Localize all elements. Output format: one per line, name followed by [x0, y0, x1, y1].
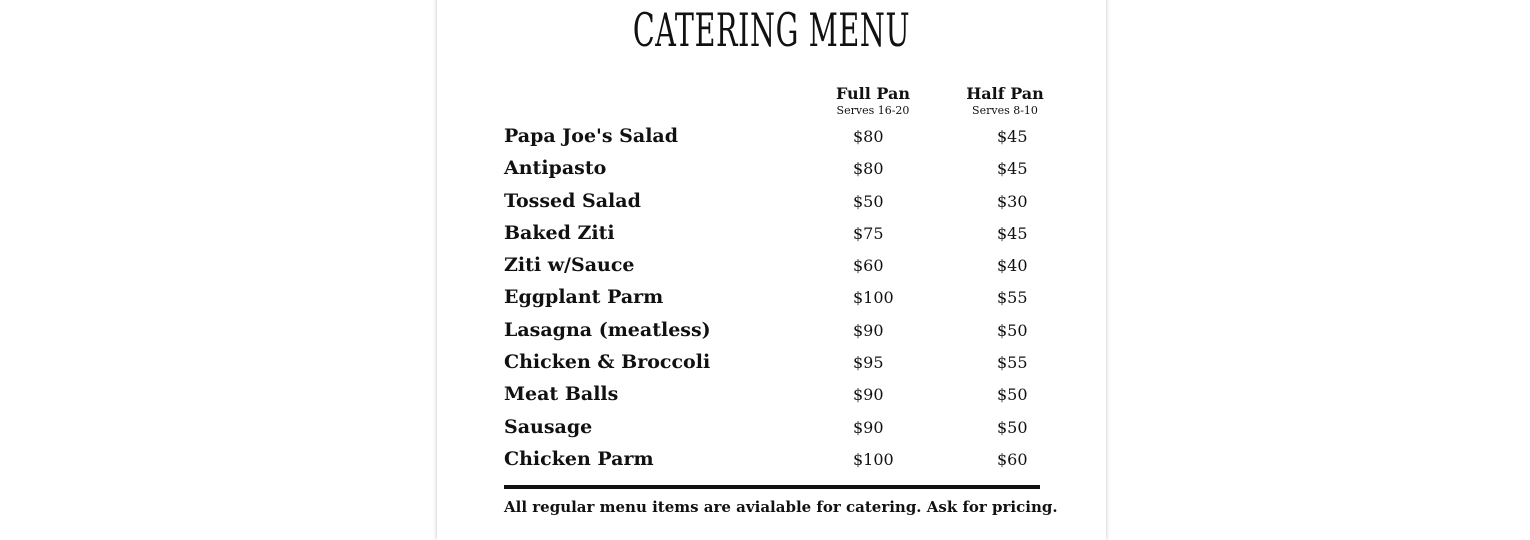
menu-row: [504, 281, 1040, 313]
half-pan-price: $50: [997, 417, 1028, 437]
menu-row: [504, 443, 1040, 475]
menu-page: [437, 0, 1106, 540]
half-pan-price: $45: [997, 127, 1028, 146]
half-pan-price: $55: [997, 288, 1028, 308]
half-pan-price: $50: [997, 320, 1028, 340]
menu-title: CATERING MENU: [632, 3, 911, 57]
half-pan-price: $50: [997, 385, 1028, 405]
full-pan-price: $100: [853, 288, 894, 308]
full-pan-price: $90: [853, 385, 884, 405]
menu-row: [504, 249, 1040, 281]
column-serves-half-pan: Serves 8-10: [972, 104, 1038, 117]
menu-row: [504, 217, 1040, 249]
menu-row: [504, 378, 1040, 410]
menu-item-name: Meat Balls: [504, 383, 619, 406]
menu-item-name: Sausage: [504, 415, 593, 438]
half-pan-price: $60: [997, 449, 1028, 469]
menu-item-name: Ziti w/Sauce: [504, 254, 635, 277]
menu-item-name: Chicken Parm: [504, 447, 654, 470]
divider-rule: [504, 485, 1040, 489]
menu-item-name: Tossed Salad: [504, 189, 641, 212]
full-pan-price: $80: [853, 159, 884, 179]
full-pan-price: $80: [853, 127, 884, 146]
menu-row: [504, 120, 1040, 152]
menu-item-name: Baked Ziti: [504, 221, 615, 244]
full-pan-price: $50: [853, 191, 884, 211]
half-pan-price: $30: [997, 191, 1028, 211]
column-header-full-pan: [823, 84, 923, 118]
column-name-half-pan: Half Pan: [966, 84, 1044, 103]
menu-item-name: Eggplant Parm: [504, 286, 664, 309]
full-pan-price: $95: [853, 353, 884, 373]
menu-row: [504, 411, 1040, 443]
half-pan-price: $40: [997, 256, 1028, 276]
full-pan-price: $90: [853, 417, 884, 437]
full-pan-price: $60: [853, 256, 884, 276]
half-pan-price: $45: [997, 223, 1028, 243]
menu-row: [504, 152, 1040, 184]
menu-item-name: Chicken & Broccoli: [504, 351, 711, 374]
column-serves-full-pan: Serves 16-20: [836, 104, 910, 117]
menu-row: [504, 346, 1040, 378]
menu-item-list: [504, 120, 1040, 475]
half-pan-price: $55: [997, 353, 1028, 373]
menu-item-name: Lasagna (meatless): [504, 318, 711, 341]
menu-row: [504, 314, 1040, 346]
menu-row: [504, 185, 1040, 217]
full-pan-price: $90: [853, 320, 884, 340]
menu-item-name: Papa Joe's Salad: [504, 125, 679, 147]
column-name-full-pan: Full Pan: [835, 84, 911, 103]
menu-item-name: Antipasto: [504, 157, 607, 180]
catering-note: All regular menu items are avialable for catering. Ask for pricing.: [504, 498, 1058, 516]
full-pan-price: $100: [853, 449, 894, 469]
column-header-half-pan: [955, 84, 1055, 118]
half-pan-price: $45: [997, 159, 1028, 179]
full-pan-price: $75: [853, 223, 884, 243]
